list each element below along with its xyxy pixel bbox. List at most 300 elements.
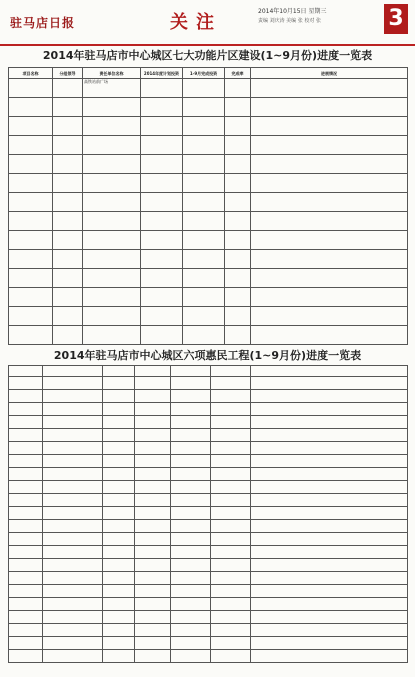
table-cell bbox=[9, 494, 43, 507]
table-cell bbox=[211, 468, 251, 481]
table-cell bbox=[83, 231, 141, 250]
table-cell bbox=[9, 637, 43, 650]
table-cell bbox=[135, 650, 171, 663]
table-cell bbox=[53, 98, 83, 117]
table-cell bbox=[103, 585, 135, 598]
table-cell bbox=[141, 326, 183, 345]
table-cell bbox=[9, 520, 43, 533]
table-cell bbox=[225, 79, 251, 98]
table-cell bbox=[43, 377, 103, 390]
column-header bbox=[9, 366, 43, 377]
table-cell bbox=[225, 98, 251, 117]
column-header: 进展情况 bbox=[251, 68, 408, 79]
date-line: 2014年10月15日 星期三 bbox=[258, 8, 327, 15]
table-cell bbox=[225, 307, 251, 326]
table-cell bbox=[211, 455, 251, 468]
progress-description-cell bbox=[251, 174, 408, 193]
table-cell bbox=[43, 442, 103, 455]
table-cell bbox=[171, 507, 211, 520]
table-row bbox=[9, 468, 408, 481]
table-cell bbox=[135, 611, 171, 624]
progress-description-cell bbox=[251, 585, 408, 598]
table-cell bbox=[225, 174, 251, 193]
table-cell bbox=[83, 193, 141, 212]
table-cell bbox=[171, 416, 211, 429]
table-cell bbox=[83, 155, 141, 174]
column-header bbox=[171, 366, 211, 377]
progress-table-functional-zones bbox=[8, 67, 408, 345]
table-cell bbox=[135, 442, 171, 455]
table-cell bbox=[83, 326, 141, 345]
table-cell bbox=[135, 637, 171, 650]
table-row bbox=[9, 533, 408, 546]
table-cell bbox=[43, 429, 103, 442]
progress-description-cell bbox=[251, 79, 408, 98]
table-header-row bbox=[9, 366, 408, 377]
table-1-title: 2014年驻马店市中心城区七大功能片区建设(1~9月份)进度一览表 bbox=[42, 49, 373, 62]
table-cell bbox=[83, 117, 141, 136]
table-row bbox=[9, 546, 408, 559]
progress-description-cell bbox=[251, 481, 408, 494]
table-cell bbox=[183, 174, 225, 193]
table-cell bbox=[211, 559, 251, 572]
table-cell bbox=[135, 468, 171, 481]
table-cell bbox=[9, 429, 43, 442]
table-cell: 高铁站前广场 bbox=[83, 79, 141, 98]
table-cell bbox=[135, 572, 171, 585]
table-cell bbox=[225, 269, 251, 288]
table-cell bbox=[9, 559, 43, 572]
table-cell bbox=[103, 572, 135, 585]
table-cell bbox=[225, 231, 251, 250]
table-cell bbox=[171, 442, 211, 455]
table-cell bbox=[171, 377, 211, 390]
table-cell bbox=[9, 533, 43, 546]
table-cell bbox=[135, 559, 171, 572]
table-cell bbox=[211, 520, 251, 533]
table-cell bbox=[43, 507, 103, 520]
table-cell bbox=[83, 288, 141, 307]
masthead bbox=[0, 0, 415, 46]
table-row bbox=[9, 572, 408, 585]
table-cell bbox=[141, 174, 183, 193]
table-row bbox=[9, 416, 408, 429]
progress-description-cell bbox=[251, 598, 408, 611]
table-cell bbox=[225, 326, 251, 345]
table-cell bbox=[211, 650, 251, 663]
table-cell bbox=[171, 429, 211, 442]
table-row bbox=[9, 442, 408, 455]
table-cell bbox=[53, 212, 83, 231]
table-cell bbox=[9, 136, 53, 155]
table-cell bbox=[103, 520, 135, 533]
table-cell bbox=[171, 611, 211, 624]
table-cell bbox=[83, 212, 141, 231]
table-row bbox=[9, 155, 408, 174]
table-cell bbox=[171, 572, 211, 585]
table-cell bbox=[211, 442, 251, 455]
table-cell bbox=[225, 250, 251, 269]
table-row bbox=[9, 377, 408, 390]
table-cell bbox=[103, 507, 135, 520]
table-cell bbox=[9, 481, 43, 494]
progress-description-cell bbox=[251, 429, 408, 442]
table-cell bbox=[43, 533, 103, 546]
table-cell bbox=[183, 231, 225, 250]
table-cell bbox=[9, 326, 53, 345]
table-cell bbox=[183, 155, 225, 174]
table-cell bbox=[9, 174, 53, 193]
progress-description-cell bbox=[251, 212, 408, 231]
table-cell bbox=[135, 429, 171, 442]
progress-description-cell bbox=[251, 572, 408, 585]
table-cell bbox=[135, 598, 171, 611]
progress-description-cell bbox=[251, 559, 408, 572]
table-cell bbox=[9, 117, 53, 136]
table-cell bbox=[43, 455, 103, 468]
column-header: 完成率 bbox=[225, 68, 251, 79]
table-cell bbox=[183, 288, 225, 307]
column-header bbox=[43, 366, 103, 377]
table-cell bbox=[141, 193, 183, 212]
table-row bbox=[9, 193, 408, 212]
table-cell bbox=[211, 624, 251, 637]
table-row bbox=[9, 403, 408, 416]
progress-description-cell bbox=[251, 136, 408, 155]
table-cell bbox=[135, 546, 171, 559]
table-row bbox=[9, 598, 408, 611]
table-cell bbox=[141, 117, 183, 136]
table-cell bbox=[43, 468, 103, 481]
table-row bbox=[9, 611, 408, 624]
table-cell bbox=[9, 598, 43, 611]
progress-description-cell bbox=[251, 307, 408, 326]
table-cell bbox=[171, 468, 211, 481]
progress-description-cell bbox=[251, 250, 408, 269]
table-row bbox=[9, 624, 408, 637]
table-row bbox=[9, 390, 408, 403]
progress-description-cell bbox=[251, 416, 408, 429]
progress-description-cell bbox=[251, 98, 408, 117]
table-row bbox=[9, 637, 408, 650]
table-cell bbox=[103, 546, 135, 559]
table-cell bbox=[135, 403, 171, 416]
table-cell bbox=[9, 79, 53, 98]
table-cell bbox=[103, 390, 135, 403]
section-title: 关注 bbox=[170, 12, 222, 33]
table-cell bbox=[171, 390, 211, 403]
table-cell bbox=[183, 326, 225, 345]
table-cell bbox=[171, 637, 211, 650]
column-header bbox=[211, 366, 251, 377]
progress-description-cell bbox=[251, 520, 408, 533]
table-cell bbox=[211, 403, 251, 416]
progress-table-welfare-projects bbox=[8, 365, 408, 663]
table-cell bbox=[171, 546, 211, 559]
table-cell bbox=[9, 390, 43, 403]
column-header: 项目名称 bbox=[9, 68, 53, 79]
table-cell bbox=[135, 416, 171, 429]
table-cell bbox=[43, 572, 103, 585]
table-cell bbox=[103, 468, 135, 481]
table-cell bbox=[211, 637, 251, 650]
table-cell bbox=[135, 455, 171, 468]
table-cell bbox=[171, 650, 211, 663]
table-cell bbox=[9, 403, 43, 416]
table-cell bbox=[53, 326, 83, 345]
table-row bbox=[9, 117, 408, 136]
table-cell bbox=[211, 377, 251, 390]
column-header: 责任单位名称 bbox=[83, 68, 141, 79]
table-row bbox=[9, 326, 408, 345]
table-cell bbox=[43, 559, 103, 572]
table-cell bbox=[211, 533, 251, 546]
table-cell bbox=[53, 174, 83, 193]
table-row bbox=[9, 429, 408, 442]
table-row bbox=[9, 288, 408, 307]
progress-description-cell bbox=[251, 269, 408, 288]
table-cell bbox=[171, 624, 211, 637]
progress-description-cell bbox=[251, 377, 408, 390]
table-cell bbox=[141, 98, 183, 117]
column-header bbox=[135, 366, 171, 377]
table-cell bbox=[103, 416, 135, 429]
table-cell bbox=[225, 136, 251, 155]
table-cell bbox=[43, 598, 103, 611]
table-cell bbox=[211, 390, 251, 403]
table-cell bbox=[43, 585, 103, 598]
table-cell bbox=[171, 533, 211, 546]
table-cell bbox=[183, 117, 225, 136]
table-row bbox=[9, 481, 408, 494]
progress-description-cell bbox=[251, 455, 408, 468]
table-cell bbox=[53, 136, 83, 155]
table-cell bbox=[43, 403, 103, 416]
table-row bbox=[9, 650, 408, 663]
table-cell bbox=[83, 174, 141, 193]
table-cell bbox=[43, 494, 103, 507]
table-cell bbox=[43, 390, 103, 403]
table-cell bbox=[9, 377, 43, 390]
table-cell bbox=[103, 637, 135, 650]
table-cell bbox=[9, 442, 43, 455]
table-cell bbox=[211, 585, 251, 598]
table-cell bbox=[211, 507, 251, 520]
table-cell bbox=[103, 429, 135, 442]
table-cell bbox=[83, 98, 141, 117]
table-cell bbox=[183, 250, 225, 269]
table-cell bbox=[211, 572, 251, 585]
table-cell bbox=[43, 624, 103, 637]
table-row bbox=[9, 307, 408, 326]
table-cell bbox=[225, 193, 251, 212]
table-cell bbox=[43, 481, 103, 494]
table-row bbox=[9, 212, 408, 231]
column-header: 分组领导 bbox=[53, 68, 83, 79]
table-row bbox=[9, 98, 408, 117]
table-cell bbox=[171, 455, 211, 468]
table-cell bbox=[53, 155, 83, 174]
table-cell bbox=[183, 307, 225, 326]
table-cell bbox=[83, 136, 141, 155]
table-cell bbox=[9, 572, 43, 585]
table-cell bbox=[171, 481, 211, 494]
table-cell bbox=[9, 507, 43, 520]
table-cell bbox=[135, 494, 171, 507]
table-cell bbox=[9, 468, 43, 481]
progress-description-cell bbox=[251, 390, 408, 403]
table-cell bbox=[9, 455, 43, 468]
table-cell bbox=[183, 193, 225, 212]
progress-description-cell bbox=[251, 650, 408, 663]
table-cell bbox=[9, 193, 53, 212]
table-cell bbox=[9, 155, 53, 174]
table-header-row bbox=[9, 68, 408, 79]
table-cell bbox=[211, 494, 251, 507]
table-cell bbox=[135, 520, 171, 533]
table-cell bbox=[83, 250, 141, 269]
progress-description-cell bbox=[251, 611, 408, 624]
table-row bbox=[9, 231, 408, 250]
table-cell bbox=[135, 507, 171, 520]
table-cell bbox=[211, 481, 251, 494]
table-row bbox=[9, 136, 408, 155]
table-cell bbox=[135, 377, 171, 390]
table-cell bbox=[171, 494, 211, 507]
table-row bbox=[9, 79, 408, 98]
table-cell bbox=[43, 520, 103, 533]
table-cell bbox=[225, 288, 251, 307]
table-cell bbox=[171, 598, 211, 611]
table-cell bbox=[225, 155, 251, 174]
table-cell bbox=[9, 307, 53, 326]
table-cell bbox=[171, 585, 211, 598]
table-cell bbox=[141, 288, 183, 307]
progress-description-cell bbox=[251, 637, 408, 650]
table-cell bbox=[211, 598, 251, 611]
table-cell bbox=[103, 403, 135, 416]
table-row bbox=[9, 269, 408, 288]
table-row bbox=[9, 174, 408, 193]
progress-description-cell bbox=[251, 546, 408, 559]
progress-description-cell bbox=[251, 403, 408, 416]
table-cell bbox=[141, 250, 183, 269]
table-cell bbox=[183, 212, 225, 231]
table-cell bbox=[53, 250, 83, 269]
table-cell bbox=[83, 269, 141, 288]
table-cell bbox=[43, 611, 103, 624]
table-row bbox=[9, 520, 408, 533]
table-cell bbox=[141, 231, 183, 250]
paper-logo: 驻马店日报 bbox=[10, 16, 76, 30]
table-cell bbox=[43, 546, 103, 559]
table-cell bbox=[141, 136, 183, 155]
table-cell bbox=[9, 212, 53, 231]
progress-description-cell bbox=[251, 507, 408, 520]
progress-description-cell bbox=[251, 468, 408, 481]
table-cell bbox=[53, 79, 83, 98]
table-cell bbox=[183, 79, 225, 98]
table-cell bbox=[103, 559, 135, 572]
table-row bbox=[9, 455, 408, 468]
table-cell bbox=[83, 307, 141, 326]
table-cell bbox=[9, 585, 43, 598]
table-cell bbox=[135, 481, 171, 494]
progress-description-cell bbox=[251, 533, 408, 546]
table-cell bbox=[103, 611, 135, 624]
table-cell bbox=[43, 650, 103, 663]
table-cell bbox=[9, 288, 53, 307]
table-cell bbox=[9, 546, 43, 559]
progress-description-cell bbox=[251, 624, 408, 637]
progress-description-cell bbox=[251, 193, 408, 212]
table-cell bbox=[141, 155, 183, 174]
table-cell bbox=[141, 212, 183, 231]
table-cell bbox=[183, 136, 225, 155]
table-row bbox=[9, 585, 408, 598]
column-header: 1-9月完成投资 bbox=[183, 68, 225, 79]
table-cell bbox=[183, 98, 225, 117]
table-cell bbox=[9, 231, 53, 250]
table-cell bbox=[53, 288, 83, 307]
table-cell bbox=[103, 533, 135, 546]
table-cell bbox=[225, 117, 251, 136]
table-cell bbox=[9, 250, 53, 269]
table-cell bbox=[43, 416, 103, 429]
table-cell bbox=[103, 650, 135, 663]
table-cell bbox=[53, 307, 83, 326]
table-cell bbox=[53, 231, 83, 250]
table-cell bbox=[9, 624, 43, 637]
table-cell bbox=[53, 193, 83, 212]
table-cell bbox=[135, 390, 171, 403]
table-cell bbox=[103, 624, 135, 637]
table-cell bbox=[183, 269, 225, 288]
table-row bbox=[9, 494, 408, 507]
table-cell bbox=[141, 269, 183, 288]
table-cell bbox=[103, 494, 135, 507]
table-cell bbox=[171, 520, 211, 533]
table-cell bbox=[135, 533, 171, 546]
table-cell bbox=[211, 416, 251, 429]
table-cell bbox=[9, 650, 43, 663]
table-cell bbox=[103, 598, 135, 611]
table-cell bbox=[211, 546, 251, 559]
table-cell bbox=[141, 307, 183, 326]
table-cell bbox=[103, 481, 135, 494]
editor-credits: 责编 刘庆涛 美编 张 校对 张 bbox=[258, 18, 321, 24]
column-header bbox=[103, 366, 135, 377]
table-cell bbox=[171, 403, 211, 416]
table-row bbox=[9, 507, 408, 520]
progress-description-cell bbox=[251, 117, 408, 136]
progress-description-cell bbox=[251, 288, 408, 307]
table-2-title: 2014年驻马店市中心城区六项惠民工程(1~9月份)进度一览表 bbox=[53, 349, 362, 362]
table-cell bbox=[53, 117, 83, 136]
table-row bbox=[9, 559, 408, 572]
progress-description-cell bbox=[251, 231, 408, 250]
progress-description-cell bbox=[251, 442, 408, 455]
table-cell bbox=[171, 559, 211, 572]
table-cell bbox=[43, 637, 103, 650]
table-cell bbox=[53, 269, 83, 288]
table-cell bbox=[225, 212, 251, 231]
table-cell bbox=[9, 98, 53, 117]
table-cell bbox=[103, 442, 135, 455]
table-cell bbox=[9, 611, 43, 624]
column-header bbox=[251, 366, 408, 377]
table-cell bbox=[103, 377, 135, 390]
